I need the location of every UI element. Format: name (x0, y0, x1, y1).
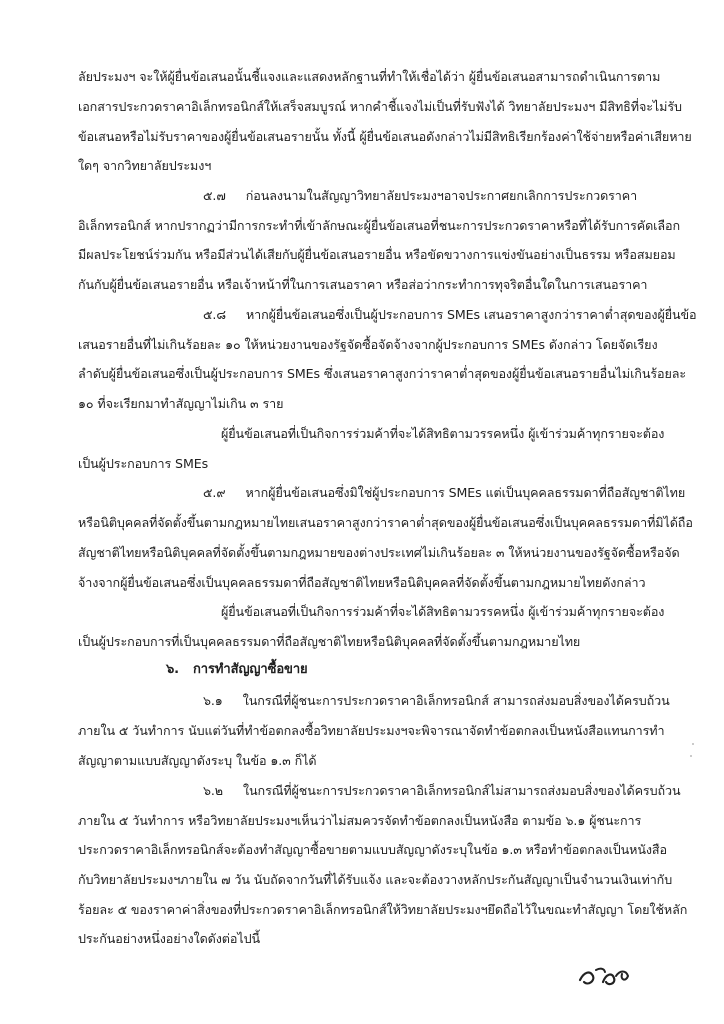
clause-number: ๖.๑ (203, 693, 223, 708)
clause-number: ๕.๘ (203, 307, 226, 322)
text-line: เป็นผู้ประกอบการที่เป็นบุคคลธรรมดาที่ถือสัญชาติไทยหรือนิติบุคคลที่จัดตั้งขึ้นตามกฎหมายไทย (78, 634, 581, 649)
clause-6-1 (203, 692, 670, 710)
text-line: หรือนิติบุคคลที่จัดตั้งขึ้นตามกฎหมายไทยเสนอราคาสูงกว่าราคาต่ำสุดของผู้ยื่นข้อเสนอซึ่งเป็นบุคคลธรรมดาที่มิได้ถือ (78, 515, 693, 530)
text-line: ภายใน ๕ วันทำการ หรือวิทยาลัยประมงฯเห็นว่าไม่สมควรจัดทำข้อตกลงเป็นหนังสือ ตามข้อ ๖.๑ ผู้ชนะการ (78, 813, 642, 828)
clause-number: ๖.๒ (203, 783, 223, 798)
clause-5-9 (203, 484, 685, 502)
text-line: กับวิทยาลัยประมงฯภายใน ๗ วัน นับถัดจากวันที่ได้รับแจ้ง และจะต้องวางหลักประกันสัญญาเป็นจำนวนเงินเท่ากับ (78, 872, 673, 887)
section-number: ๖. (166, 662, 179, 677)
scan-speck (690, 755, 692, 757)
signature-initials (576, 958, 632, 994)
text-line: ใดๆ จากวิทยาลัยประมงฯ (78, 158, 212, 173)
text-line: สัญชาติไทยหรือนิติบุคคลที่จัดตั้งขึ้นตามกฎหมายของต่างประเทศไม่เกินร้อยละ ๓ ให้หน่วยงานของรัฐจัดซื้อหรือจัด (78, 545, 680, 560)
clause-text: หากผู้ยื่นข้อเสนอซึ่งมิใช่ผู้ประกอบการ SMEs แต่เป็นบุคคลธรรมดาที่ถือสัญชาติไทย (245, 485, 686, 500)
text-line: ๑๐ ที่จะเรียกมาทำสัญญาไม่เกิน ๓ ราย (78, 396, 284, 411)
text-line: จ้างจากผู้ยื่นข้อเสนอซึ่งเป็นบุคคลธรรมดาที่ถือสัญชาติไทยหรือนิติบุคคลที่จัดตั้งขึ้นตามกฎหมายไทยดังกล่าว (78, 575, 646, 590)
text-line: ผู้ยื่นข้อเสนอที่เป็นกิจการร่วมค้าที่จะได้สิทธิตามวรรคหนึ่ง ผู้เข้าร่วมค้าทุกรายจะต้อง (221, 426, 665, 441)
text-line: ลำดับผู้ยื่นข้อเสนอซึ่งเป็นผู้ประกอบการ SMEs ซึ่งเสนอราคาสูงกว่าราคาต่ำสุดของผู้ยื่นข้อเสนอรายอื่นไม่เกินร้อยละ (78, 366, 687, 381)
clause-5-8 (203, 306, 697, 324)
text-line: ผู้ยื่นข้อเสนอที่เป็นกิจการร่วมค้าที่จะได้สิทธิตามวรรคหนึ่ง ผู้เข้าร่วมค้าทุกรายจะต้อง (221, 604, 665, 619)
text-line: อิเล็กทรอนิกส์ หากปรากฏว่ามีการกระทำที่เข้าลักษณะผู้ยื่นข้อเสนอที่ชนะการประกวดราคาหรือที่ได้รับการคัดเลือก (78, 218, 680, 233)
text-line: ประกันอย่างหนึ่งอย่างใดดังต่อไปนี้ (78, 931, 260, 946)
text-line: ประกวดราคาอิเล็กทรอนิกส์จะต้องทำสัญญาซื้อขายตามแบบสัญญาดังระบุในข้อ ๑.๓ หรือทำข้อตกลงเป็นหนังสือ (78, 842, 667, 857)
text-line: ร้อยละ ๕ ของราคาค่าสิ่งของที่ประกวดราคาอิเล็กทรอนิกส์ให้วิทยาลัยประมงฯยึดถือไว้ในขณะทำสัญญา โดยใช้หลัก (78, 902, 688, 917)
clause-number: ๕.๗ (203, 188, 226, 203)
clause-text: ในกรณีที่ผู้ชนะการประกวดราคาอิเล็กทรอนิกส์ สามารถส่งมอบสิ่งของได้ครบถ้วน (242, 693, 670, 708)
text-line: กันกับผู้ยื่นข้อเสนอรายอื่น หรือเจ้าหน้าที่ในการเสนอราคา หรือส่อว่ากระทำการทุจริตอื่นใดในการเสนอราคา (78, 277, 648, 292)
section-heading-6 (166, 661, 308, 679)
text-line: มีผลประโยชน์ร่วมกัน หรือมีส่วนได้เสียกับผู้ยื่นข้อเสนอรายอื่น หรือขัดขวางการแข่งขันอย่างเป็นธรรม หรือสมยอม (78, 247, 676, 262)
text-line: เอกสารประกวดราคาอิเล็กทรอนิกส์ให้เสร็จสมบูรณ์ หากคำชี้แจงไม่เป็นที่รับฟังได้ วิทยาลัยประมงฯ มีสิทธิที่จะไม่รับ (78, 99, 682, 114)
text-line: เสนอรายอื่นที่ไม่เกินร้อยละ ๑๐ ให้หน่วยงานของรัฐจัดซื้อจัดจ้างจากผู้ประกอบการ SMEs ดังกล่าว โดยจัดเรียง (78, 337, 658, 352)
clause-number: ๕.๙ (203, 485, 226, 500)
text-line: เป็นผู้ประกอบการ SMEs (78, 456, 209, 471)
clause-text: ในกรณีที่ผู้ชนะการประกวดราคาอิเล็กทรอนิกส์ไม่สามารถส่งมอบสิ่งของได้ครบถ้วน (243, 783, 681, 798)
clause-6-2 (203, 782, 681, 800)
signature-mark (576, 958, 632, 994)
section-title: การทำสัญญาซื้อขาย (193, 662, 308, 677)
clause-5-7 (203, 187, 637, 205)
text-line: สัญญาตามแบบสัญญาดังระบุ ในข้อ ๑.๓ ก็ได้ (78, 753, 317, 768)
text-line: ภายใน ๕ วันทำการ นับแต่วันที่ทำข้อตกลงซื้อวิทยาลัยประมงฯจะพิจารณาจัดทำข้อตกลงเป็นหนังสือแทนการทำ (78, 723, 665, 738)
scan-speck (692, 743, 694, 745)
text-line: ข้อเสนอหรือไม่รับราคาของผู้ยื่นข้อเสนอรายนั้น ทั้งนี้ ผู้ยื่นข้อเสนอดังกล่าวไม่มีสิทธิเรียกร้องค่าใช้จ่ายหรือค่าเสียหาย (78, 129, 692, 144)
clause-text: ก่อนลงนามในสัญญาวิทยาลัยประมงฯอาจประกาศยกเลิกการประกวดราคา (245, 188, 638, 203)
clause-text: หากผู้ยื่นข้อเสนอซึ่งเป็นผู้ประกอบการ SMEs เสนอราคาสูงกว่าราคาต่ำสุดของผู้ยื่นข้อ (245, 307, 697, 322)
text-line: ลัยประมงฯ จะให้ผู้ยื่นข้อเสนอนั้นชี้แจงและแสดงหลักฐานที่ทำให้เชื่อได้ว่า ผู้ยื่นข้อเสนอสามารถดำเนินการตาม (78, 69, 661, 84)
